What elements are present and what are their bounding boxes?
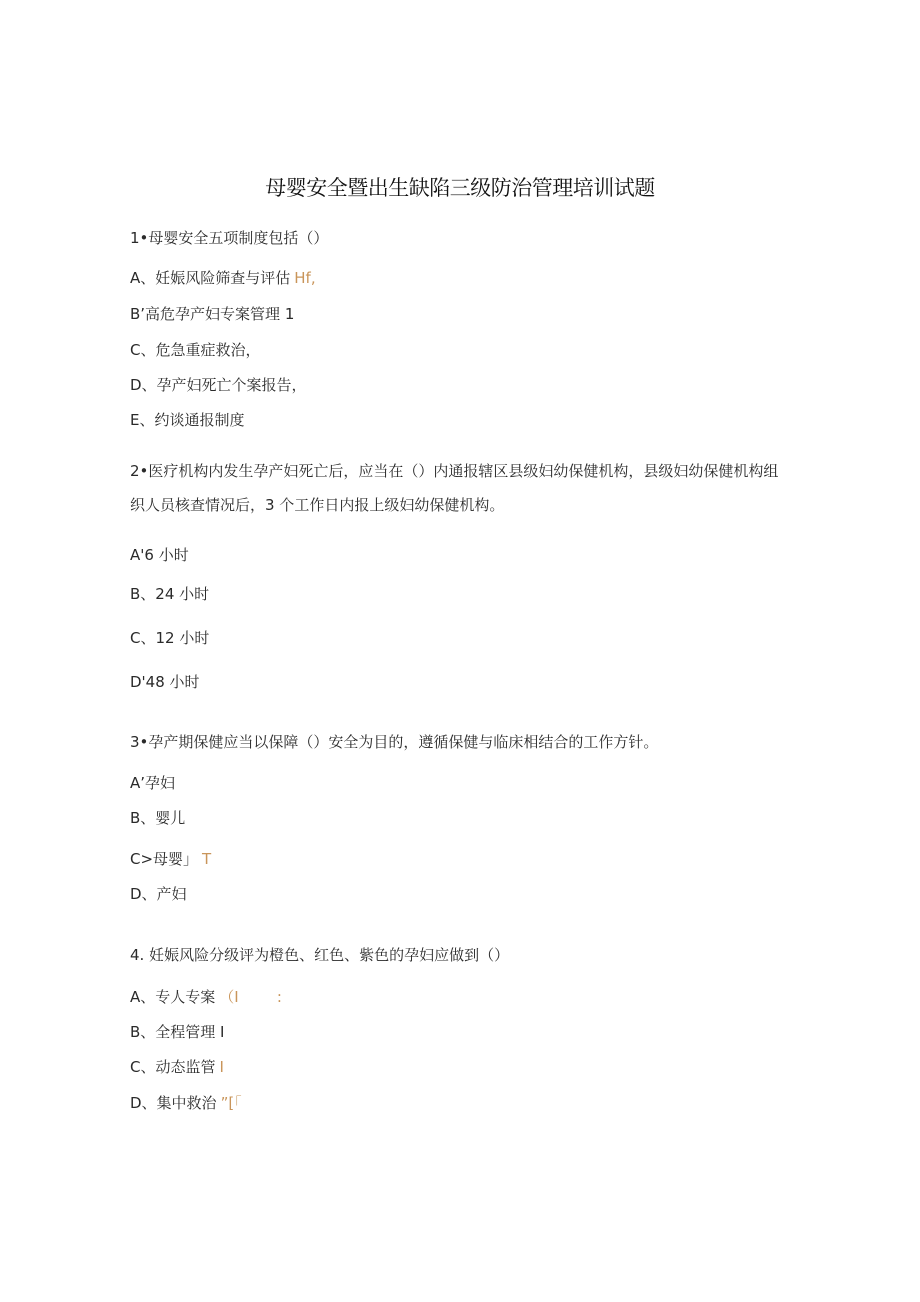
q2-option-a: A'6 小时 xyxy=(130,546,189,564)
q4-option-d: D、集中救治 ”[「 xyxy=(130,1094,242,1112)
q3-option-b: B、婴儿 xyxy=(130,809,186,827)
q1-option-e: E、约谈通报制度 xyxy=(130,411,245,429)
question-3: 3•孕产期保健应当以保障（）安全为目的，遵循保健与临床相结合的工作方针。 xyxy=(130,733,659,751)
q3-option-d: D、产妇 xyxy=(130,885,187,903)
q1-option-b: B’高危孕产妇专案管理 1 xyxy=(130,305,295,323)
q2-option-d: D'48 小时 xyxy=(130,673,200,691)
q4-option-c: C、动态监管 I xyxy=(130,1058,224,1076)
page-title: 母婴安全暨出生缺陷三级防治管理培训试题 xyxy=(265,176,655,200)
q2-option-c: C、12 小时 xyxy=(130,629,210,647)
question-4: 4. 妊娠风险分级评为橙色、红色、紫色的孕妇应做到（） xyxy=(130,946,510,964)
q4-option-a: A、专人专案 （I : xyxy=(130,988,282,1006)
q1-option-c: C、危急重症救治， xyxy=(130,341,261,359)
question-1: 1•母婴安全五项制度包括（） xyxy=(130,229,329,247)
q4-option-b: B、全程管理 I xyxy=(130,1023,225,1041)
q3-option-a: A’孕妇 xyxy=(130,774,176,792)
q1-option-d: D、孕产妇死亡个案报告， xyxy=(130,376,307,394)
q3-option-c: C>母婴」 T xyxy=(130,850,212,868)
q1-option-a: A、妊娠风险筛查与评估 Hf, xyxy=(130,269,316,287)
q2-option-b: B、24 小时 xyxy=(130,585,210,603)
question-2: 2•医疗机构内发生孕产妇死亡后，应当在（）内通报辖区县级妇幼保健机构，县级妇幼保健机构组织人员核查情况后，3 个工作日内报上级妇幼保健机构。 xyxy=(130,462,779,514)
